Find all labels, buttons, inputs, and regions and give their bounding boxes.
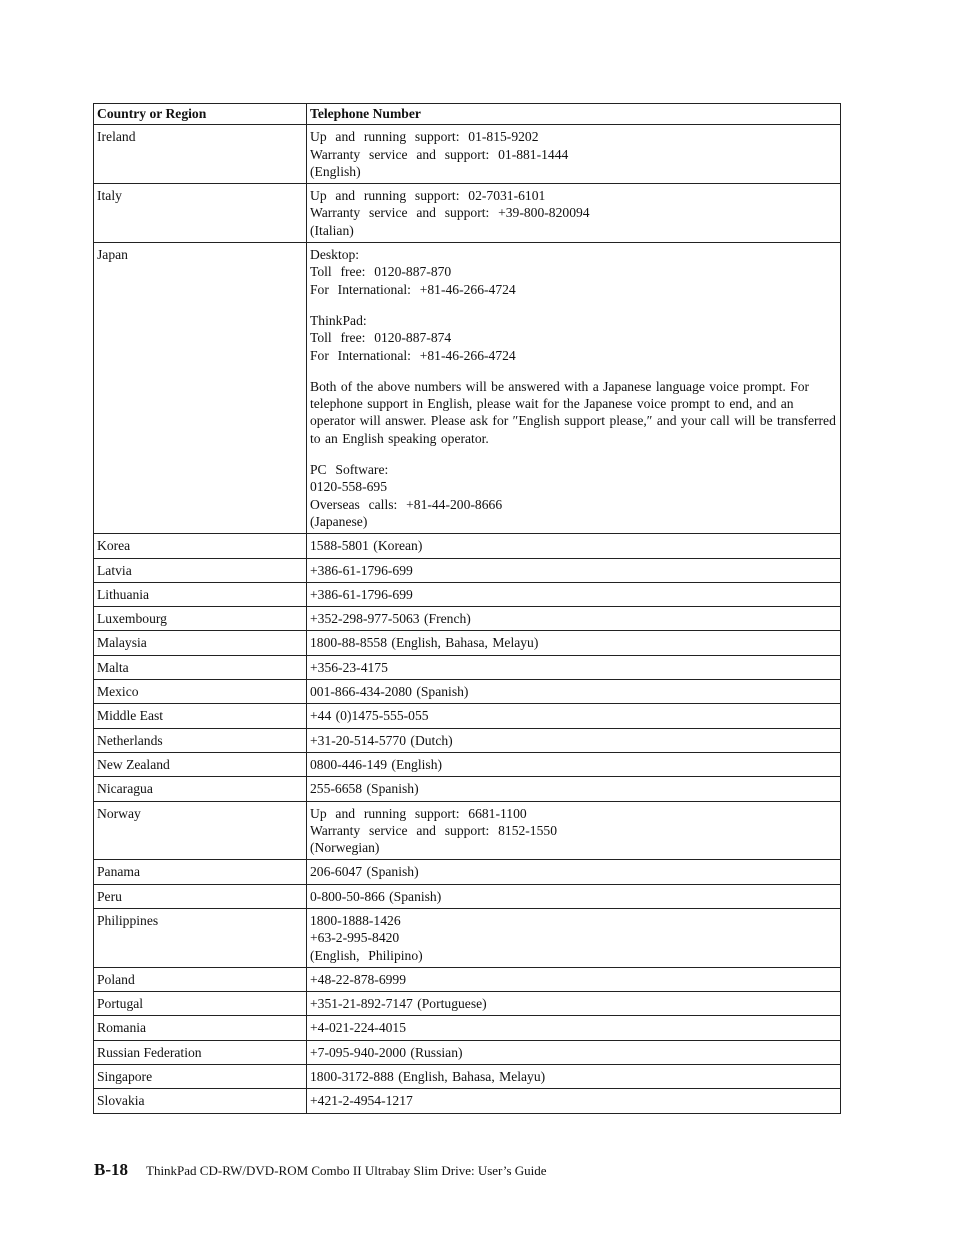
country-cell: Middle East [94, 704, 307, 728]
telephone-cell [307, 752, 841, 776]
country-cell: Slovakia [94, 1089, 307, 1113]
table-row [94, 801, 841, 860]
table-row [94, 1016, 841, 1040]
table-row [94, 1089, 841, 1113]
telephone-cell [307, 777, 841, 801]
telephone-text: +48-22-878-6999 [310, 971, 407, 987]
document-title: ThinkPad CD-RW/DVD-ROM Combo II Ultrabay Slim Drive: User’s Guide [146, 1163, 547, 1178]
telephone-text: 206-6047 (Spanish) [310, 864, 419, 880]
table-row [94, 992, 841, 1016]
table-row [94, 582, 841, 606]
country-cell: Peru [94, 884, 307, 908]
telephone-text: PC Software: 0120-558-695 Overseas calls: +81-44-200-8666 (Japanese) [310, 462, 503, 529]
column-header-country: Country or Region [94, 104, 307, 125]
telephone-text: ThinkPad: Toll free: 0120-887-874 For International: +81-46-266-4724 [310, 312, 516, 363]
telephone-cell [307, 704, 841, 728]
paragraph-gap [310, 298, 837, 312]
country-cell: Malaysia [94, 631, 307, 655]
telephone-cell [307, 582, 841, 606]
table-row [94, 534, 841, 558]
telephone-text: 1588-5801 (Korean) [310, 538, 423, 554]
table-row [94, 1065, 841, 1089]
table-row [94, 704, 841, 728]
telephone-cell [307, 908, 841, 967]
telephone-text: Up and running support: 01-815-9202 Warranty service and support: 01-881-1444 (English) [310, 129, 569, 179]
country-cell: Portugal [94, 992, 307, 1016]
country-cell: Malta [94, 655, 307, 679]
table-body [94, 125, 841, 1113]
telephone-cell [307, 992, 841, 1016]
telephone-text: +421-2-4954-1217 [310, 1093, 413, 1109]
country-cell: Japan [94, 243, 307, 534]
table-row [94, 728, 841, 752]
telephone-cell [307, 243, 841, 534]
telephone-text: +4-021-224-4015 [310, 1020, 407, 1036]
telephone-cell [307, 1089, 841, 1113]
table-row [94, 243, 841, 534]
telephone-cell [307, 1040, 841, 1064]
table-row [94, 631, 841, 655]
table-row [94, 884, 841, 908]
table-row [94, 967, 841, 991]
telephone-text: 255-6658 (Spanish) [310, 781, 419, 797]
table-row [94, 184, 841, 243]
table-row [94, 655, 841, 679]
telephone-text: +386-61-1796-699 [310, 586, 413, 602]
country-cell: Korea [94, 534, 307, 558]
table-row [94, 752, 841, 776]
country-cell: Netherlands [94, 728, 307, 752]
telephone-text: +386-61-1796-699 [310, 562, 413, 578]
telephone-support-table [93, 103, 841, 1114]
telephone-text: +44 (0)1475-555-055 [310, 708, 429, 724]
country-cell: Philippines [94, 908, 307, 967]
country-cell: Romania [94, 1016, 307, 1040]
country-cell: Panama [94, 860, 307, 884]
table-row [94, 777, 841, 801]
telephone-cell [307, 631, 841, 655]
telephone-cell [307, 728, 841, 752]
telephone-text: 0800-446-149 (English) [310, 756, 443, 772]
telephone-text: Desktop: Toll free: 0120-887-870 For International: +81-46-266-4724 [310, 247, 516, 297]
country-cell: Latvia [94, 558, 307, 582]
telephone-text: Up and running support: 02-7031-6101 Warranty service and support: +39-800-820094 (Italian) [310, 188, 590, 238]
country-cell: Singapore [94, 1065, 307, 1089]
table-row [94, 908, 841, 967]
country-cell: Nicaragua [94, 777, 307, 801]
telephone-cell [307, 860, 841, 884]
country-cell: Italy [94, 184, 307, 243]
telephone-text: Both of the above numbers will be answered with a Japanese language voice prompt. For telephone support in English, please wait for the Japanese voice prompt to end, and an operator will answer. Please ask for ″English support please,″ and your call will be transferred to an English speaking operator. [310, 378, 841, 446]
telephone-text: +7-095-940-2000 (Russian) [310, 1044, 463, 1060]
telephone-cell [307, 1016, 841, 1040]
telephone-text: 001-866-434-2080 (Spanish) [310, 684, 469, 700]
table-row [94, 607, 841, 631]
telephone-cell [307, 884, 841, 908]
country-cell: New Zealand [94, 752, 307, 776]
country-cell: Russian Federation [94, 1040, 307, 1064]
table-row [94, 860, 841, 884]
telephone-text: +351-21-892-7147 (Portuguese) [310, 996, 487, 1012]
telephone-cell [307, 1065, 841, 1089]
page-footer [94, 1160, 547, 1180]
telephone-cell [307, 125, 841, 184]
telephone-cell [307, 607, 841, 631]
table-row [94, 558, 841, 582]
telephone-text: +352-298-977-5063 (French) [310, 611, 471, 627]
table-row [94, 125, 841, 184]
telephone-text: +356-23-4175 [310, 659, 388, 675]
telephone-cell [307, 558, 841, 582]
table-row [94, 680, 841, 704]
telephone-text: 1800-88-8558 (English, Bahasa, Melayu) [310, 635, 539, 651]
page-number: B-18 [94, 1160, 128, 1179]
telephone-cell [307, 801, 841, 860]
country-cell: Ireland [94, 125, 307, 184]
country-cell: Poland [94, 967, 307, 991]
country-cell: Mexico [94, 680, 307, 704]
telephone-text: +31-20-514-5770 (Dutch) [310, 732, 453, 748]
telephone-text: 1800-3172-888 (English, Bahasa, Melayu) [310, 1069, 546, 1085]
table-header-row [94, 104, 841, 125]
telephone-text: 0-800-50-866 (Spanish) [310, 888, 442, 904]
country-cell: Luxembourg [94, 607, 307, 631]
country-cell: Lithuania [94, 582, 307, 606]
column-header-telephone: Telephone Number [307, 104, 841, 125]
telephone-cell [307, 680, 841, 704]
paragraph-gap [310, 447, 837, 461]
telephone-cell [307, 534, 841, 558]
telephone-cell [307, 655, 841, 679]
telephone-cell [307, 967, 841, 991]
country-cell: Norway [94, 801, 307, 860]
table-row [94, 1040, 841, 1064]
paragraph-gap [310, 364, 837, 378]
telephone-cell [307, 184, 841, 243]
telephone-text: Up and running support: 6681-1100 Warranty service and support: 8152-1550 (Norwegian) [310, 805, 557, 856]
telephone-text: 1800-1888-1426 +63-2-995-8420 (English, Philipino) [310, 912, 423, 963]
